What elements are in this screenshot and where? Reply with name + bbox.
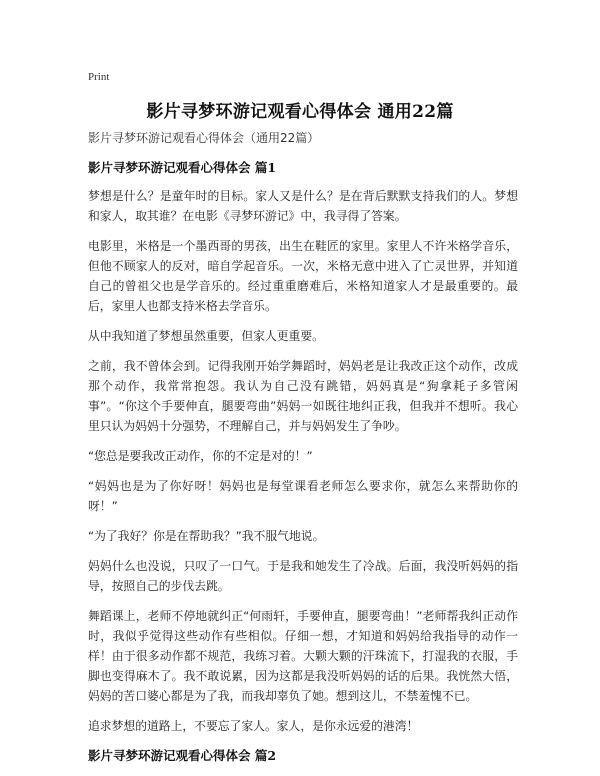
document-subtitle: 影片寻梦环游记观看心得体会（通用22篇） [88, 131, 320, 145]
paragraph: “妈妈也是为了你好呀！妈妈也是每堂课看老师怎么要求你，就怎么来帮助你的呀！” [88, 479, 518, 513]
print-link[interactable]: Print [88, 71, 110, 83]
paragraph: “您总是要我改正动作，你的不定是对的！” [88, 449, 313, 463]
paragraph: 之前，我不曾体会到。记得我刚开始学舞蹈时，妈妈老是让我改正这个动作，改成那个动作，我常常抱怨。我认为自己没有跳错，妈妈真是“狗拿耗子多管闲事”。“你这个手要伸直，腿要弯曲”妈妈一如既往地纠正我，但我并不想听。我心里只认为妈妈十分强势，不理解自己，并与妈妈发生了争吵。 [88, 359, 518, 433]
document-body [88, 128, 518, 774]
section-heading-1: 影片寻梦环游记观看心得体会 篇1 [88, 160, 277, 175]
paragraph: 追求梦想的道路上，不要忘了家人。家人，是你永远爱的港湾！ [88, 719, 419, 733]
section-heading-2: 影片寻梦环游记观看心得体会 篇2 [88, 748, 277, 763]
paragraph: 电影里，米格是一个墨西哥的男孩，出生在鞋匠的家里。家里人不许米格学音乐，但他不顾家人的反对，暗自学起音乐。一次，米格无意中进入了亡灵世界，并知道自己的曾祖父也是学音乐的。经过重重磨难后，米格知道家人才是最重要的。最后，家里人也都支持米格去学音乐。 [88, 239, 518, 313]
paragraph: 舞蹈课上，老师不停地就纠正“何雨轩，手要伸直，腿要弯曲！”老师帮我纠正动作时，我似乎觉得这些动作有些相似。仔细一想，才知道和妈妈给我指导的动作一样！由于很多动作都不规范，我练习着。大颗大颗的汗珠流下，打湿我的衣服，手脚也变得麻木了。我不敢说累，因为这都是我没听妈妈的话的后果。我恍然大悟，妈妈的苦口婆心都是为了我，而我却辜负了她。想到这儿，不禁羞愧不已。 [88, 609, 518, 703]
paragraph: “为了我好？你是在帮助我？”我不服气地说。 [88, 529, 325, 543]
paragraph: 梦想是什么？是童年时的目标。家人又是什么？是在背后默默支持我们的人。梦想和家人，取其谁？在电影《寻梦环游记》中，我寻得了答案。 [88, 189, 518, 223]
paragraph: 妈妈什么也没说，只叹了一口气。于是我和她发生了冷战。后面，我没听妈妈的指导，按照自己的步伐去跳。 [88, 559, 518, 593]
paragraph: 从中我知道了梦想虽然重要，但家人更重要。 [88, 329, 324, 343]
document-title: 影片寻梦环游记观看心得体会 通用22篇 [146, 102, 454, 122]
